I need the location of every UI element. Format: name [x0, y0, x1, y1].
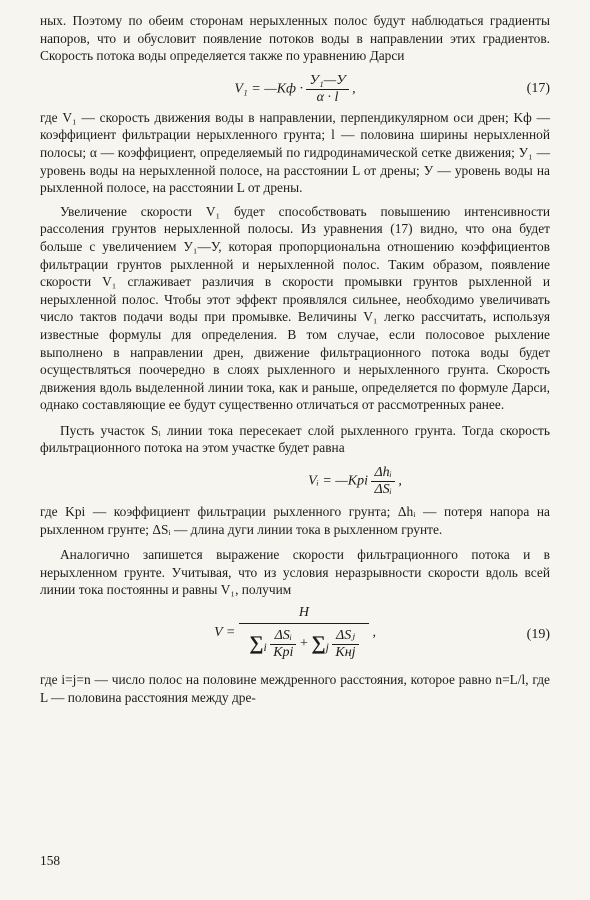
paragraph-3: Увеличение скорости V₁ будет способствовать повышению интенсивности рассоления грунтов нерыхленной полосы. Из уравнения (17) видно, что она будет больше с увеличением У₁—У, которая пропорциональна отношению коэффициентов фильтрации грунтов рыхленной и нерыхленной полос. Таким образом, появление скорости V₁ сглаживает различия в скорости промывки грунтов рыхленной и нерыхленной полос. Чтобы этот эффект проявлялся сильнее, необходимо увеличивать число тактов подачи воды при промывке. Величины V₁ легко рассчитать, используя известные формулы для определения. В том случае, если полосовое рыхление выполнено в направлении дрен, движение фильтрационного потока воды будет осуществляться поочередно в слоях рыхленного и нерыхленного грунта. Скорость движения вдоль выделенной линии тока, как и раньше, определяется по формуле Дарси, однако составляющие ее будут существенно отличаться от рассмотренных ранее. — [40, 203, 550, 413]
plus-sign: + — [299, 636, 308, 652]
formula-19-tail: , — [372, 625, 376, 641]
paragraph-1: ных. Поэтому по обеим сторонам нерыхленных полос будут наблюдаться градиенты напоров, что и обусловит появление потоков воды в направлении этих градиентов. Скорость потока воды определяется также по уравнению Дарси — [40, 13, 550, 64]
formula-19-number: (19) — [526, 627, 550, 643]
sum-symbol-2: ∑ — [311, 632, 326, 655]
page-number: 158 — [40, 853, 61, 868]
formula-19-fraction — [239, 605, 369, 661]
paragraph-4: Пусть участок Sᵢ линии тока пересекает слой рыхленного грунта. Тогда скорость фильтрационного потока на этом участке будет равна — [40, 422, 550, 456]
sum-1-index: i — [263, 641, 267, 655]
formula-19 — [40, 605, 550, 671]
formula-17-fraction — [306, 73, 348, 106]
formula-18-lhs: Vᵢ = —Kpi — [308, 473, 368, 489]
formula-19-denominator — [239, 624, 369, 661]
paragraph-7: где i=j=n — число полос на половине междренного расстояния, которое равно n=L/l, где L — половина расстояния между дре- — [40, 672, 550, 705]
term-2-denominator: Kнj — [335, 645, 356, 661]
formula-17-number: (17) — [526, 80, 550, 96]
formula-19-lhs: V = — [214, 625, 236, 641]
formula-19-term-1 — [270, 628, 296, 661]
formula-17-denominator: α · l — [316, 89, 339, 105]
term-2-numerator: ΔSⱼ — [332, 627, 358, 645]
formula-17 — [40, 69, 550, 109]
paragraph-5: где Kpi — коэффициент фильтрации рыхленного грунта; Δhᵢ — потеря напора на рыхленном грунте; ΔSᵢ — длина дуги линии тока в рыхленном грунте. — [40, 504, 550, 537]
term-1-denominator: Kpi — [273, 644, 294, 660]
formula-18-denominator: ΔSᵢ — [374, 482, 392, 498]
formula-18-tail: , — [398, 473, 402, 489]
formula-17-lhs: V₁ = —Kф · — [234, 81, 303, 97]
formula-17-numerator: У₁—У — [306, 73, 348, 90]
formula-19-numerator: H — [239, 605, 369, 624]
formula-18 — [40, 461, 550, 503]
formula-19-term-2 — [332, 627, 358, 661]
sum-symbol-1: ∑ — [249, 632, 264, 655]
formula-18-fraction — [371, 465, 394, 498]
formula-17-tail: , — [352, 81, 356, 97]
paragraph-2: где V₁ — скорость движения воды в направлении, перпендикулярном оси дрен; Kф — коэффициент фильтрации нерыхленного грунта; l — половина ширины нерыхленной полосы; α — коэффициент, определяемый по гидродинамической сетке движения; У₁ — уровень воды на нерыхленной полосе, на расстоянии L от дрены; У — уровень воды на рыхленной полосе, на расстоянии L от дрены. — [40, 109, 550, 196]
paragraph-6: Аналогично запишется выражение скорости фильтрационного потока и в нерыхленном грунте. Учитывая, что из условия неразрывности скорости вдоль всей линии тока постоянны и равны V₁, получим — [40, 547, 550, 598]
formula-18-numerator: Δhᵢ — [371, 465, 394, 482]
sum-2-index: j — [325, 641, 329, 655]
term-1-numerator: ΔSᵢ — [270, 628, 296, 645]
